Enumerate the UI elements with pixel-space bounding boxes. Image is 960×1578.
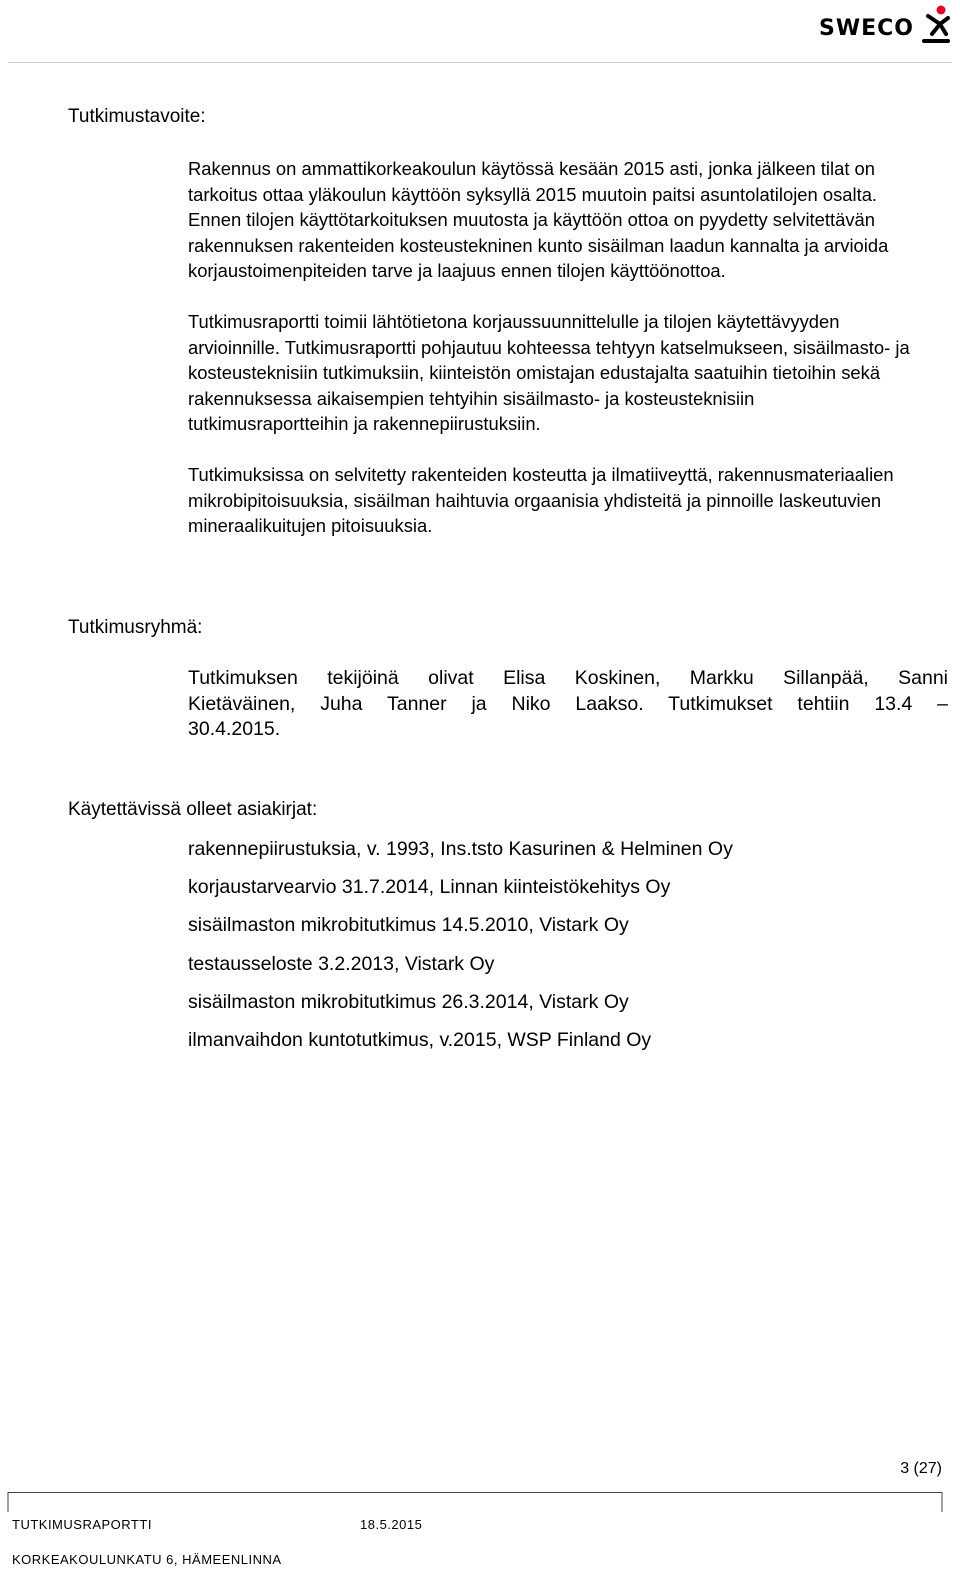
group-label: Tutkimusryhmä: — [68, 617, 203, 638]
list-item: testausseloste 3.2.2013, Vistark Oy — [188, 952, 495, 975]
goal-paragraph-2: Tutkimusraportti toimii lähtötietona korjaussuunnittelulle ja tilojen käytettävyyden arvioinnille. Tutkimusraportti pohjautuu kohteessa tehtyyn katselmukseen, sisäilmasto- ja kosteusteknisiin tutkimuksiin, kiinteistön omistajan edustajalta saatuihin tietoihin sekä rakennuksessa aikaisempien tehtyihin sisäilmasto- ja kosteusteknisiin tutkimusraportteihin ja rakennepiirustuksiin. — [188, 310, 910, 435]
footer-address: KORKEAKOULUNKATU 6, HÄMEENLINNA — [12, 1552, 282, 1567]
sweco-figure-icon — [918, 4, 950, 44]
docs-list — [188, 836, 733, 1065]
docs-label: Käytettävissä olleet asiakirjat: — [68, 799, 318, 820]
list-item: rakennepiirustuksia, v. 1993, Ins.tsto Kasurinen & Helminen Oy — [188, 838, 733, 860]
goal-label: Tutkimustavoite: — [68, 106, 206, 127]
goal-text — [188, 156, 918, 539]
sweco-logo — [819, 4, 950, 44]
page-number: 3 (27) — [900, 1460, 942, 1477]
group-line-1: Tutkimuksen tekijöinä olivat Elisa Koskinen, Markku Sillanpää, Sanni — [188, 667, 948, 689]
footer-doc-type: TUTKIMUSRAPORTTI — [12, 1517, 152, 1532]
goal-paragraph-3: Tutkimuksissa on selvitetty rakenteiden kosteutta ja ilmatiiveyttä, rakennusmateriaalien mikrobipitoisuuksia, sisäilman haihtuvia orgaanisia yhdisteitä ja pinnoille laskeutuvien mineraalikuitujen pitoisuuksia. — [188, 463, 894, 537]
list-item: ilmanvaihdon kuntotutkimus, v.2015, WSP Finland Oy — [188, 1028, 652, 1051]
footer-date: 18.5.2015 — [360, 1517, 423, 1532]
logo-text: SWECO — [819, 16, 914, 41]
group-line-3: 30.4.2015. — [188, 718, 281, 741]
list-item: korjaustarvearvio 31.7.2014, Linnan kiinteistökehitys Oy — [188, 876, 671, 899]
header-rule — [8, 62, 952, 63]
goal-paragraph-1: Rakennus on ammattikorkeakoulun käytössä kesään 2015 asti, jonka jälkeen tilat on tarkoitus ottaa yläkoulun käyttöön syksyllä 2015 muutoin paitsi asuntolatilojen osalta. Ennen tilojen käyttötarkoituksen muutosta ja käyttöön ottoa on pyydetty selvitettävän rakennuksen rakenteiden kosteustekninen kunto sisäilman laadun kannalta ja arvioida korjaustoimenpiteiden tarve ja laajuus ennen tilojen käyttöönottoa. — [188, 158, 889, 282]
group-line-2: Kietäväinen, Juha Tanner ja Niko Laakso. Tutkimukset tehtiin 13.4 – — [188, 692, 948, 715]
list-item: sisäilmaston mikrobitutkimus 26.3.2014, Vistark Oy — [188, 990, 629, 1013]
group-text — [188, 666, 948, 743]
list-item: sisäilmaston mikrobitutkimus 14.5.2010, Vistark Oy — [188, 914, 629, 937]
